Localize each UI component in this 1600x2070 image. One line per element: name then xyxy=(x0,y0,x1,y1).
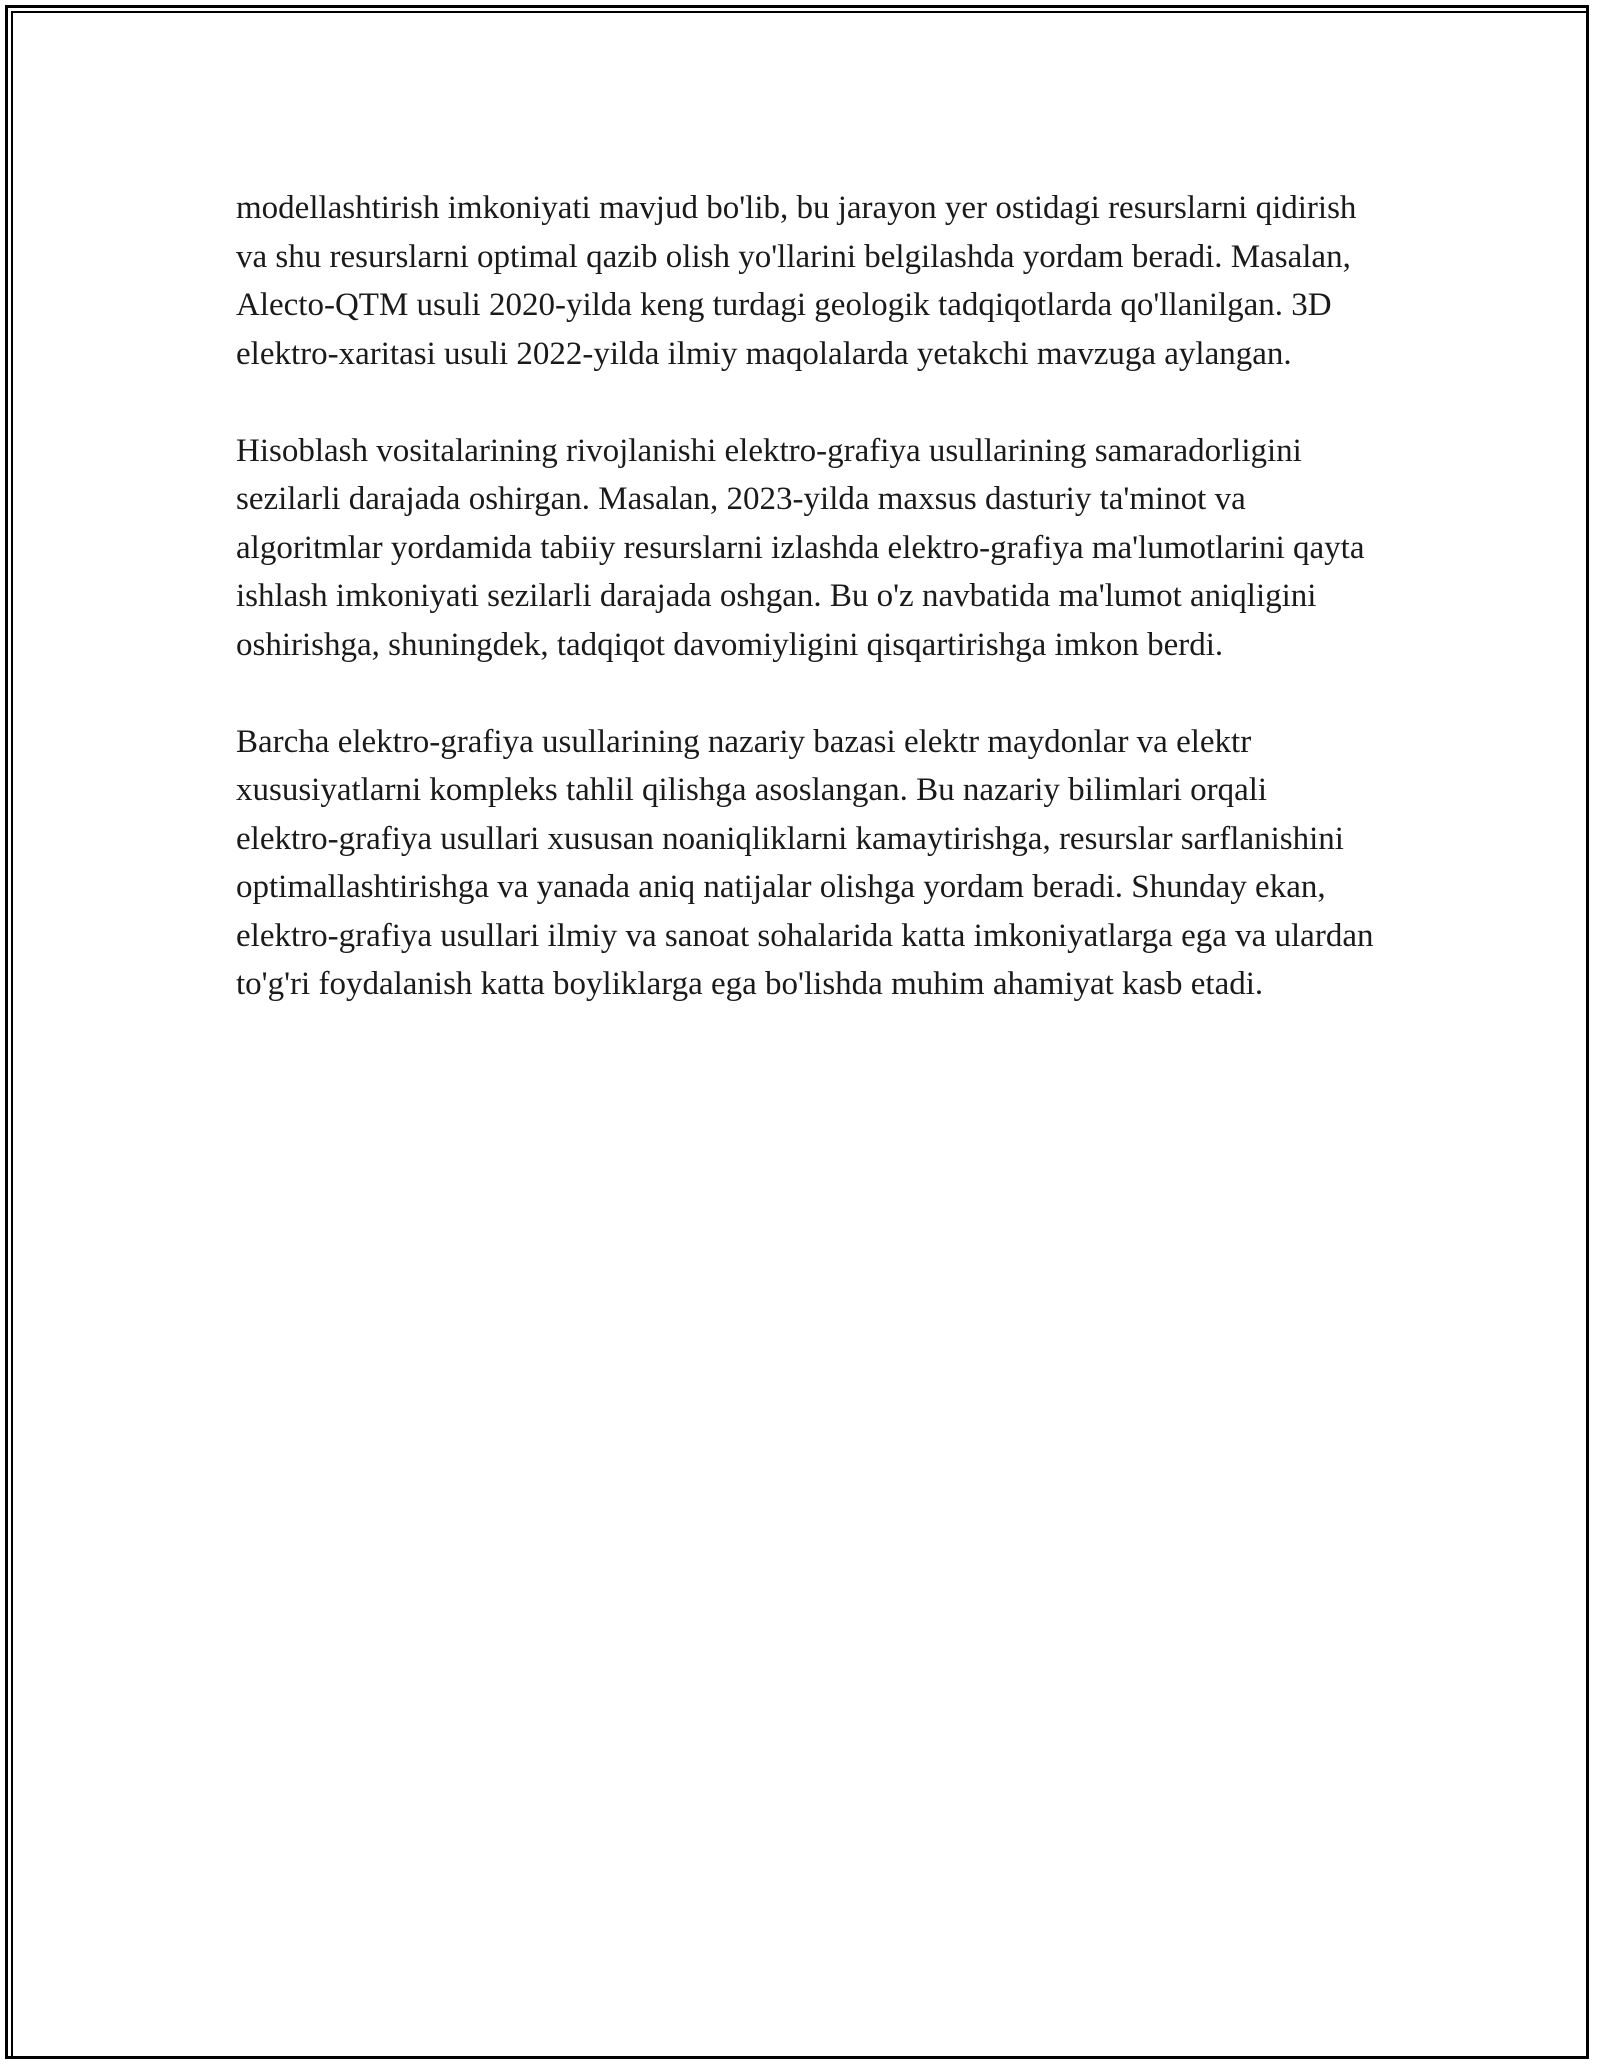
paragraph-3: Barcha elektro-grafiya usullarining nazariy bazasi elektr maydonlar va elektr xususiyatlarni kompleks tahlil qilishga asoslangan. Bu nazariy bilimlari orqali elektro-grafiya usullari xususan noaniqliklarni kamaytirishga, resurslar sarflanishini optimallashtirishga va yanada aniq natijalar olishga yordam beradi. Shunday ekan, elektro-grafiya usullari ilmiy va sanoat sohalarida katta imkoniyatlarga ega va ulardan to'g'ri foydalanish katta boyliklarga ega bo'lishda muhim ahamiyat kasb etadi. xyxy=(236,723,1374,1002)
paragraph-2: Hisoblash vositalarining rivojlanishi elektro-grafiya usullarining samaradorligini sezilarli darajada oshirgan. Masalan, 2023-yilda maxsus dasturiy ta'minot va algoritmlar yordamida tabiiy resurslarni izlashda elektro-grafiya ma'lumotlarini qayta ishlash imkoniyati sezilarli darajada oshgan. Bu o'z navbatida ma'lumot aniqligini oshirishga, shuningdek, tadqiqot davomiyligini qisqartirishga imkon berdi. xyxy=(236,432,1365,663)
paragraph-1: modellashtirish imkoniyati mavjud bo'lib, bu jarayon yer ostidagi resurslarni qidirish va shu resurslarni optimal qazib olish yo'llarini belgilashda yordam beradi. Masalan, Alecto-QTM usuli 2020-yilda keng turdagi geologik tadqiqotlarda qo'llanilgan. 3D elektro-xaritasi usuli 2022-yilda ilmiy maqolalarda yetakchi mavzuga aylangan. xyxy=(236,190,1357,372)
document-body xyxy=(236,184,1376,1057)
